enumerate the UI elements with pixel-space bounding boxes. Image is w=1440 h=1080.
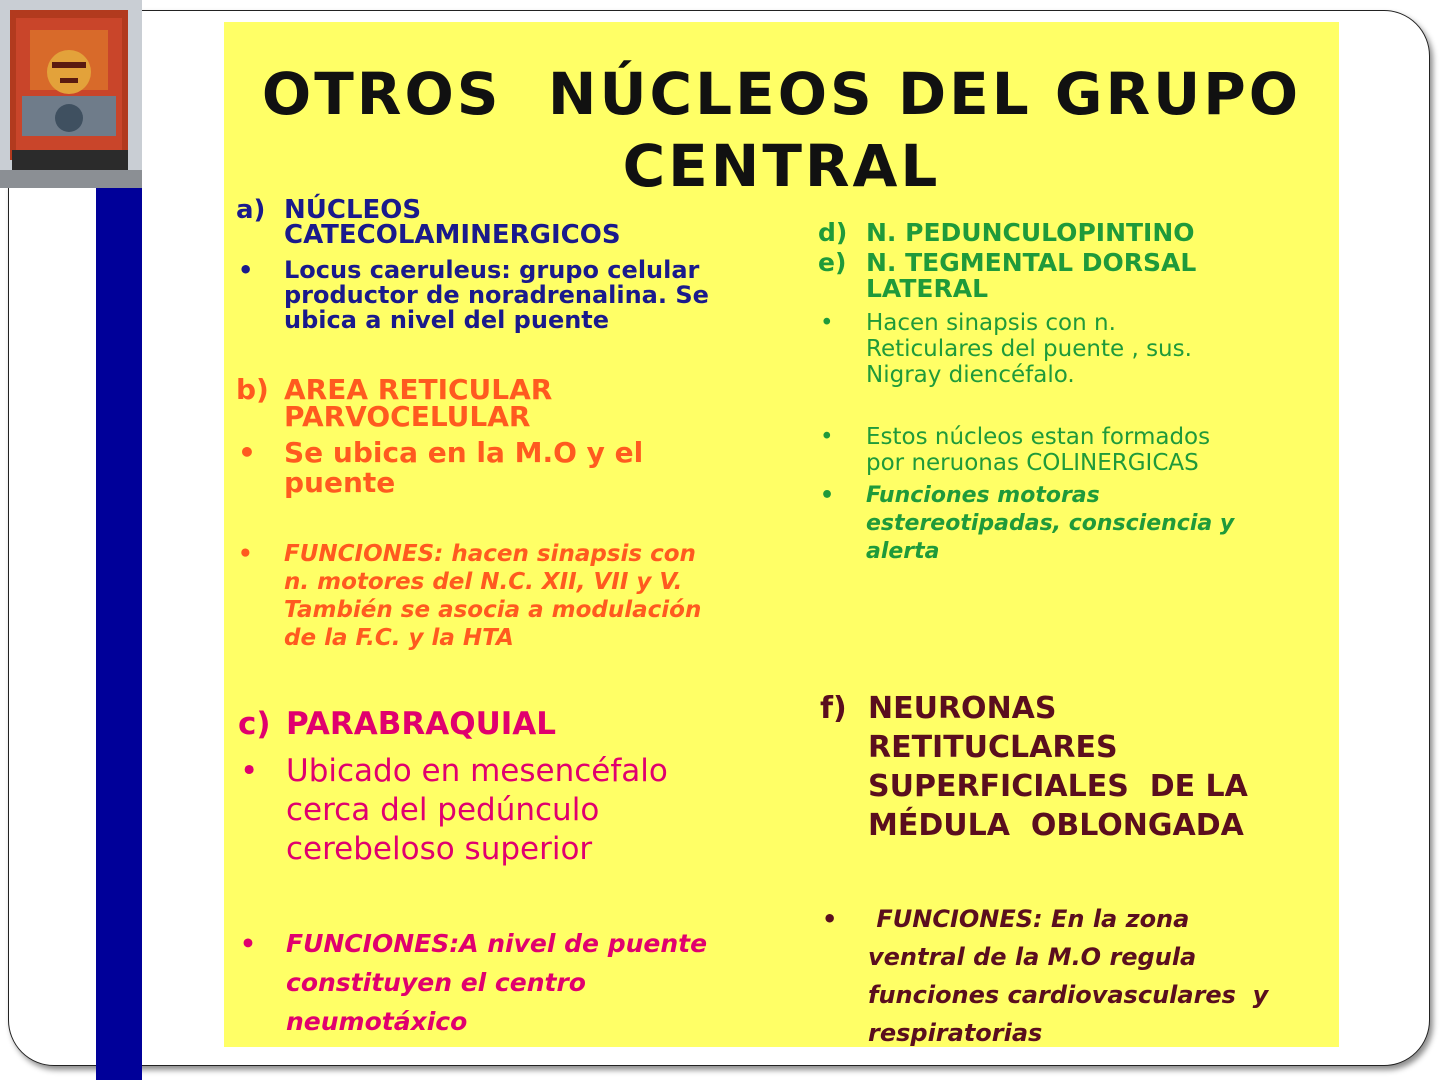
section-b-bullet1-line-1: Se ubica en la M.O y el (284, 436, 644, 469)
section-a-bullet-line-1: Locus caeruleus: grupo celular (284, 256, 700, 284)
section-e-bullet-3 (818, 482, 1328, 566)
section-a-bullet-line-2: productor de noradrenalina. Se (284, 281, 709, 309)
section-e-bullet3-line-1: Funciones motoras (866, 483, 1100, 508)
section-f-bullet-line-4: respiratorias (868, 1019, 1043, 1047)
building-mural-photo (0, 0, 142, 188)
bullet-dot: • (238, 541, 253, 567)
section-f-heading-line-1: NEURONAS (868, 691, 1057, 726)
section-c-bullet2-line-2: constituyen el centro (286, 968, 586, 997)
section-a-bullet (236, 258, 776, 333)
bullet-dot: • (820, 483, 835, 508)
section-f-label: f) (820, 691, 847, 726)
section-b-label: b) (236, 373, 269, 406)
section-c-heading: PARABRAQUIAL (286, 706, 557, 742)
section-e-bullet1-line-3: Nigray diencéfalo. (866, 362, 1075, 388)
bullet-dot: • (240, 753, 259, 789)
section-b-bullet2-line-4: de la F.C. y la HTA (284, 625, 514, 651)
bullet-dot: • (240, 929, 256, 958)
slide-content (224, 22, 1339, 1047)
section-c (238, 706, 778, 742)
section-d-heading: N. PEDUNCULOPINTINO (866, 218, 1195, 247)
bullet-dot: • (820, 424, 834, 450)
section-b-bullet2-line-2: n. motores del N.C. XII, VII y V. (284, 569, 683, 595)
section-e-bullet1-line-1: Hacen sinapsis con n. (866, 310, 1116, 336)
section-c-bullet-1 (238, 752, 778, 869)
section-b-bullet2-line-3: También se asocia a modulación (284, 597, 702, 623)
section-e-bullet2-line-2: por neruonas COLINERGICAS (866, 450, 1199, 476)
section-f-heading-line-4: MÉDULA OBLONGADA (868, 808, 1244, 843)
section-b-bullet-1 (236, 438, 776, 498)
section-e-bullet-1 (818, 310, 1328, 388)
section-a-label: a) (236, 195, 266, 225)
section-e-label: e) (818, 248, 847, 277)
section-c-bullet1-line-2: cerca del pedúnculo (286, 792, 600, 828)
bullet-dot: • (822, 905, 838, 933)
section-f-bullet-line-3: funciones cardiovasculares y (868, 981, 1269, 1009)
title-line-2: CENTRAL (622, 132, 941, 200)
section-f-heading-line-3: SUPERFICIALES DE LA (868, 769, 1248, 804)
title-line-1: OTROS NÚCLEOS DEL GRUPO (261, 60, 1302, 128)
section-c-bullet1-line-3: cerebeloso superior (286, 831, 593, 867)
section-f (820, 689, 1332, 845)
section-a-bullet-line-3: ubica a nivel del puente (284, 306, 610, 334)
section-c-bullet-2 (238, 924, 778, 1041)
section-d (818, 218, 1328, 248)
section-e-bullet2-line-1: Estos núcleos estan formados (866, 424, 1211, 450)
section-e-heading-2: LATERAL (866, 274, 988, 303)
section-c-bullet2-line-3: neumotáxico (286, 1007, 468, 1036)
section-b-bullet-2 (236, 540, 776, 652)
bullet-dot: • (820, 310, 834, 336)
section-b-bullet1-line-2: puente (284, 466, 396, 499)
section-a (236, 195, 776, 250)
section-e-bullet-2 (818, 424, 1328, 476)
section-b-heading-1: AREA RETICULAR (284, 373, 553, 406)
section-b-bullet2-line-1: FUNCIONES: hacen sinapsis con (284, 541, 696, 567)
section-d-label: d) (818, 218, 848, 247)
bullet-dot: • (238, 436, 256, 469)
section-f-bullet-line-1: FUNCIONES: En la zona (868, 905, 1190, 933)
bullet-dot: • (238, 256, 254, 284)
section-e (818, 250, 1328, 302)
section-e-bullet3-line-3: alerta (866, 539, 940, 564)
section-c-label: c) (238, 706, 271, 742)
section-b (236, 373, 776, 433)
section-a-heading-2: CATECOLAMINERGICOS (284, 220, 621, 250)
section-e-bullet3-line-2: estereotipadas, consciencia y (866, 511, 1235, 536)
section-e-heading-1: N. TEGMENTAL DORSAL (866, 248, 1197, 277)
section-f-bullet-line-2: ventral de la M.O regula (868, 943, 1197, 971)
section-b-heading-2: PARVOCELULAR (284, 400, 531, 433)
section-f-heading-line-2: RETITUCLARES (868, 730, 1118, 765)
slide-title (224, 58, 1339, 202)
section-a-heading-1: NÚCLEOS (284, 195, 422, 225)
sidebar-accent-bar (96, 188, 142, 1080)
section-e-bullet1-line-2: Reticulares del puente , sus. (866, 336, 1192, 362)
section-c-bullet1-line-1: Ubicado en mesencéfalo (286, 753, 668, 789)
section-c-bullet2-line-1: FUNCIONES:A nivel de puente (286, 929, 708, 958)
section-f-bullet (820, 900, 1332, 1047)
